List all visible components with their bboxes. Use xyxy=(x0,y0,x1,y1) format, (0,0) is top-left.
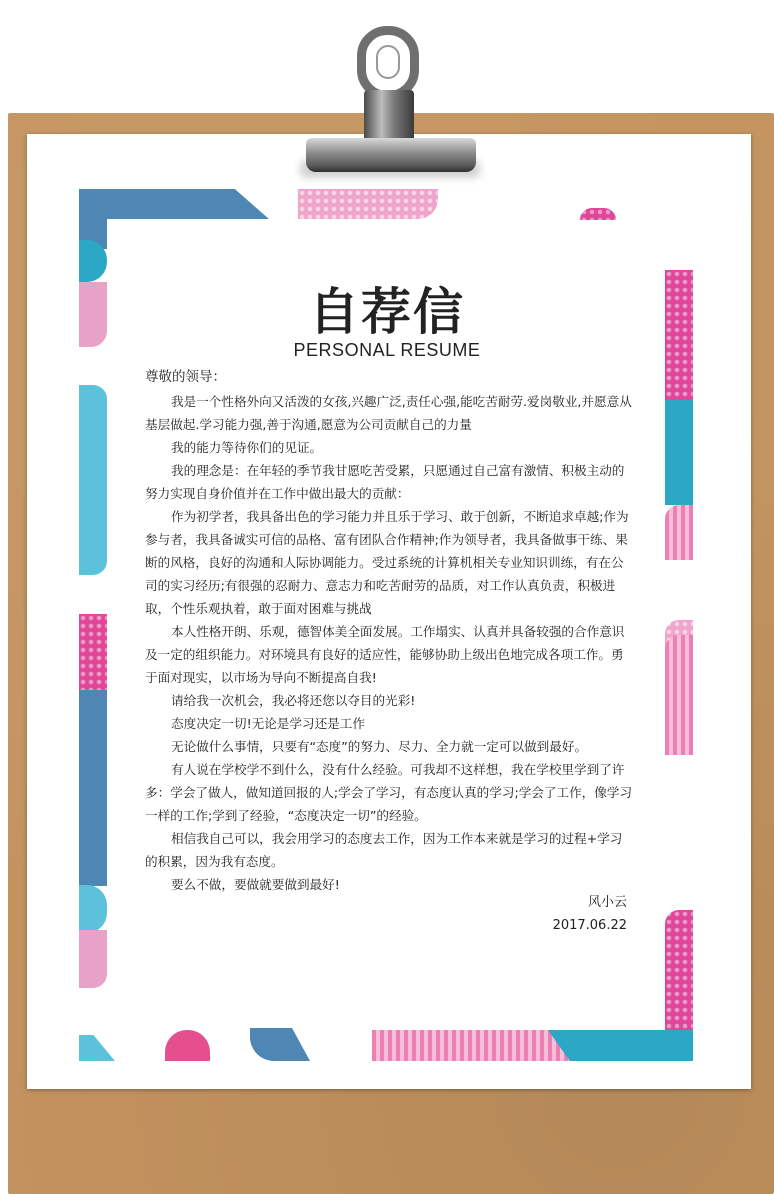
paragraph: 要么不做，要做就要做到最好! xyxy=(171,877,340,892)
salutation: 尊敬的领导： xyxy=(145,369,226,385)
signature-date: 2017.06.22 xyxy=(552,918,627,933)
paragraph: 态度决定一切!无论是学习还是工作 xyxy=(171,716,365,731)
letter-body xyxy=(145,366,633,896)
signature-block xyxy=(553,891,627,937)
paragraph: 有人说在学校学不到什么，没有什么经验。可我却不这样想，我在学校里学到了许多：学会了做人，做知道回报的人;学会了学习，有态度认真的学习;学会了工作，像学习一样的工作;学到了经验，“态度决定一切”的经验。 xyxy=(145,762,633,823)
paragraph: 本人性格开朗、乐观，德智体美全面发展。工作塌实、认真并具备较强的合作意识及一定的组织能力。对环境具有良好的适应性，能够协助上级出色地完成各项工作。勇于面对现实，以市场为导向不断提高自我! xyxy=(145,624,625,685)
paragraph: 我是一个性格外向又活泼的女孩,兴趣广泛,责任心强,能吃苦耐劳.爱岗敬业,并愿意从基层做起.学习能力强,善于沟通,愿意为公司贡献自己的力量 xyxy=(145,394,632,432)
paragraph: 无论做什么事情，只要有“态度”的努力、尽力、全力就一定可以做到最好。 xyxy=(171,739,588,754)
paragraph: 我的能力等待你们的见证。 xyxy=(171,440,323,455)
paragraph: 请给我一次机会，我必将还您以夺目的光彩! xyxy=(171,693,416,708)
letter-title: 自荐信 xyxy=(309,283,465,341)
paragraph: 作为初学者，我具备出色的学习能力并且乐于学习、敢于创新，不断追求卓越;作为参与者，我具备诚实可信的品格、富有团队合作精神;作为领导者，我具备做事干练、果断的风格，良好的沟通和人际协调能力。受过系统的计算机相关专业知识训练，有在公司的实习经历;有很强的忍耐力、意志力和吃苦耐劳的品质，对工作认真负责，积极进取，个性乐观执着，敢于面对困难与挑战 xyxy=(145,509,629,616)
letter-subtitle: PERSONAL RESUME xyxy=(293,340,481,360)
paragraph: 我的理念是：在年轻的季节我甘愿吃苦受累，只愿通过自己富有激情、积极主动的努力实现自身价值并在工作中做出最大的贡献： xyxy=(145,463,625,501)
signature-name: 风小云 xyxy=(587,895,627,910)
paragraph: 相信我自己可以，我会用学习的态度去工作，因为工作本来就是学习的过程+学习的积累，因为我有态度。 xyxy=(145,831,623,869)
